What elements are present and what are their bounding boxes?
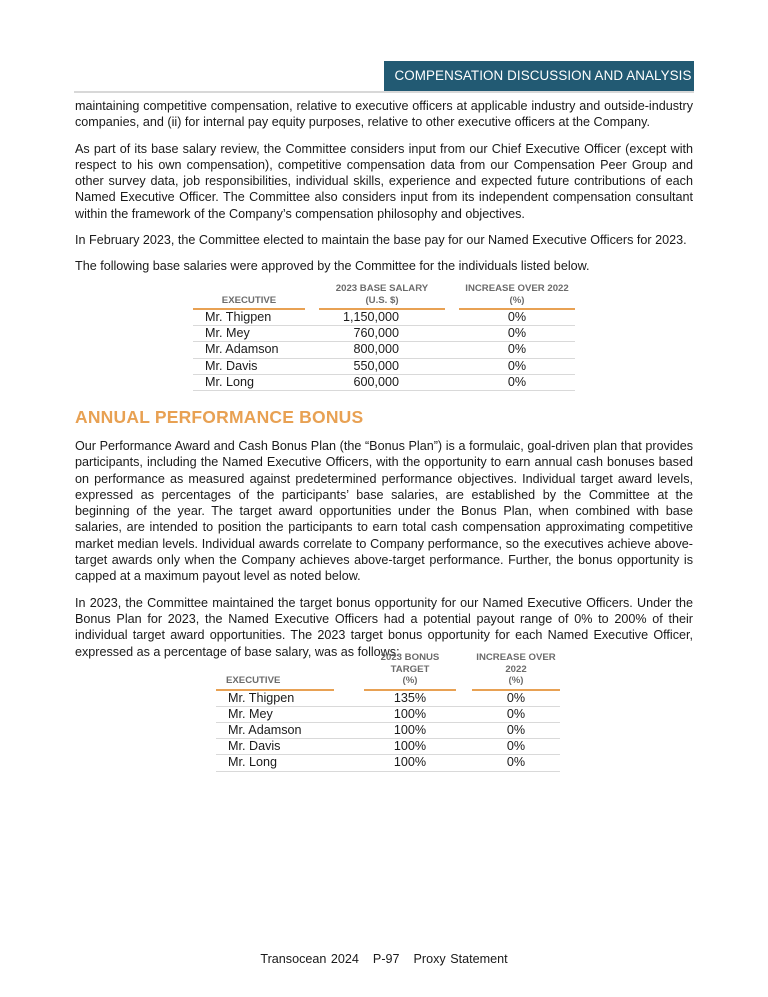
base-salary-cell: 550,000 bbox=[319, 359, 445, 375]
increase-cell: 0% bbox=[459, 375, 575, 391]
increase-cell: 0% bbox=[459, 326, 575, 342]
page-footer bbox=[0, 952, 768, 966]
bonus-header-executive: EXECUTIVE bbox=[216, 652, 334, 691]
increase-cell: 0% bbox=[459, 359, 575, 375]
bonus-section bbox=[75, 395, 693, 670]
base-salary-cell: 800,000 bbox=[319, 342, 445, 358]
increase-cell: 0% bbox=[459, 342, 575, 358]
paragraph-pay-equity: maintaining competitive compensation, relative to executive officers at applicable industry and outside-industry companies, and (ii) for internal pay equity purposes, relative to other executive officers at the Company. bbox=[75, 99, 693, 130]
section-header-bar bbox=[384, 61, 694, 91]
increase-cell: 0% bbox=[459, 310, 575, 326]
bonus-target-cell: 100% bbox=[364, 707, 456, 723]
salary-header-increase: INCREASE OVER 2022 (%) bbox=[459, 283, 575, 310]
executive-name-cell: Mr. Long bbox=[216, 755, 334, 771]
executive-name-cell: Mr. Long bbox=[193, 375, 305, 391]
salary-header-base-salary: 2023 BASE SALARY (U.S. $) bbox=[319, 283, 445, 310]
increase-cell: 0% bbox=[472, 723, 560, 739]
bonus-target-table bbox=[216, 652, 560, 772]
bonus-header-target: 2023 BONUS TARGET (%) bbox=[364, 652, 456, 691]
increase-cell: 0% bbox=[472, 707, 560, 723]
header-rule bbox=[74, 91, 694, 93]
executive-name-cell: Mr. Mey bbox=[193, 326, 305, 342]
paragraph-bonus-plan-description: Our Performance Award and Cash Bonus Plan (the “Bonus Plan”) is a formulaic, goal-driven plan that provides participants, including the Named Executive Officers, with the opportunity to earn annual cash bonuses based on performance as measured against predetermined performance objectives. Individual target award levels, expressed as percentages of the participants’ base salaries, are established by the Committee at the beginning of the year. The target award opportunities under the Bonus Plan, when combined with base salaries, are intended to position the participants to earn total cash compensation approximating competitive market median levels. Individual awards correlate to Company performance, so the executives achieve above-target awards only when the Company achieves above-target performance. Further, the bonus opportunity is capped at a maximum payout level as noted below. bbox=[75, 439, 693, 584]
increase-cell: 0% bbox=[472, 755, 560, 771]
bonus-target-cell: 100% bbox=[364, 739, 456, 755]
executive-name-cell: Mr. Thigpen bbox=[216, 691, 334, 707]
salary-table-row bbox=[193, 359, 575, 375]
increase-cell: 0% bbox=[472, 739, 560, 755]
salary-table-row bbox=[193, 375, 575, 391]
bonus-table-header-row bbox=[216, 652, 560, 691]
salary-table-row bbox=[193, 310, 575, 326]
page-content bbox=[75, 98, 693, 285]
bonus-target-cell: 135% bbox=[364, 691, 456, 707]
bonus-header-increase: INCREASE OVER 2022 (%) bbox=[472, 652, 560, 691]
footer-document-title: Proxy Statement bbox=[413, 952, 508, 966]
executive-name-cell: Mr. Adamson bbox=[193, 342, 305, 358]
bonus-table-row bbox=[216, 691, 560, 707]
salary-table-header-row bbox=[193, 283, 575, 310]
executive-name-cell: Mr. Adamson bbox=[216, 723, 334, 739]
salary-header-executive: EXECUTIVE bbox=[193, 283, 305, 310]
salary-table-row bbox=[193, 342, 575, 358]
bonus-target-cell: 100% bbox=[364, 723, 456, 739]
paragraph-bonus-2023-target: In 2023, the Committee maintained the target bonus opportunity for our Named Executive Officers. Under the Bonus Plan for 2023, the Named Executive Officers had a potential payout range of 0% to 200% of their individual target award opportunities. The 2023 target bonus opportunity for each Named Executive Officer, expressed as a percentage of base salary, was as follows: bbox=[75, 595, 693, 659]
bonus-table-row bbox=[216, 707, 560, 723]
salary-table-row bbox=[193, 326, 575, 342]
bonus-table-row bbox=[216, 739, 560, 755]
section-heading-annual-performance-bonus: ANNUAL PERFORMANCE BONUS bbox=[75, 407, 364, 427]
bonus-table-row bbox=[216, 723, 560, 739]
base-salary-cell: 1,150,000 bbox=[319, 310, 445, 326]
base-salary-table bbox=[193, 283, 575, 391]
bonus-table-row bbox=[216, 755, 560, 771]
executive-name-cell: Mr. Mey bbox=[216, 707, 334, 723]
bonus-target-cell: 100% bbox=[364, 755, 456, 771]
base-salary-cell: 600,000 bbox=[319, 375, 445, 391]
footer-company: Transocean 2024 bbox=[260, 952, 359, 966]
paragraph-february-2023: In February 2023, the Committee elected to maintain the base pay for our Named Executive Officers for 2023. bbox=[75, 233, 687, 248]
executive-name-cell: Mr. Davis bbox=[193, 359, 305, 375]
paragraph-salaries-intro: The following base salaries were approved by the Committee for the individuals listed below. bbox=[75, 259, 590, 274]
base-salary-cell: 760,000 bbox=[319, 326, 445, 342]
footer-page-number: P-97 bbox=[372, 952, 400, 966]
executive-name-cell: Mr. Thigpen bbox=[193, 310, 305, 326]
increase-cell: 0% bbox=[472, 691, 560, 707]
section-header-title: COMPENSATION DISCUSSION AND ANALYSIS bbox=[394, 68, 692, 83]
paragraph-base-salary-review: As part of its base salary review, the Committee considers input from our Chief Executive Officer (except with respect to his own compensation), competitive compensation data from our Compensation Peer Group and other survey data, job responsibilities, individual skills, experience and expected future contributions of each Named Executive Officer. The Committee also considers input from its independent compensation consultant within the framework of the Company’s compensation philosophy and objectives. bbox=[75, 141, 693, 221]
executive-name-cell: Mr. Davis bbox=[216, 739, 334, 755]
